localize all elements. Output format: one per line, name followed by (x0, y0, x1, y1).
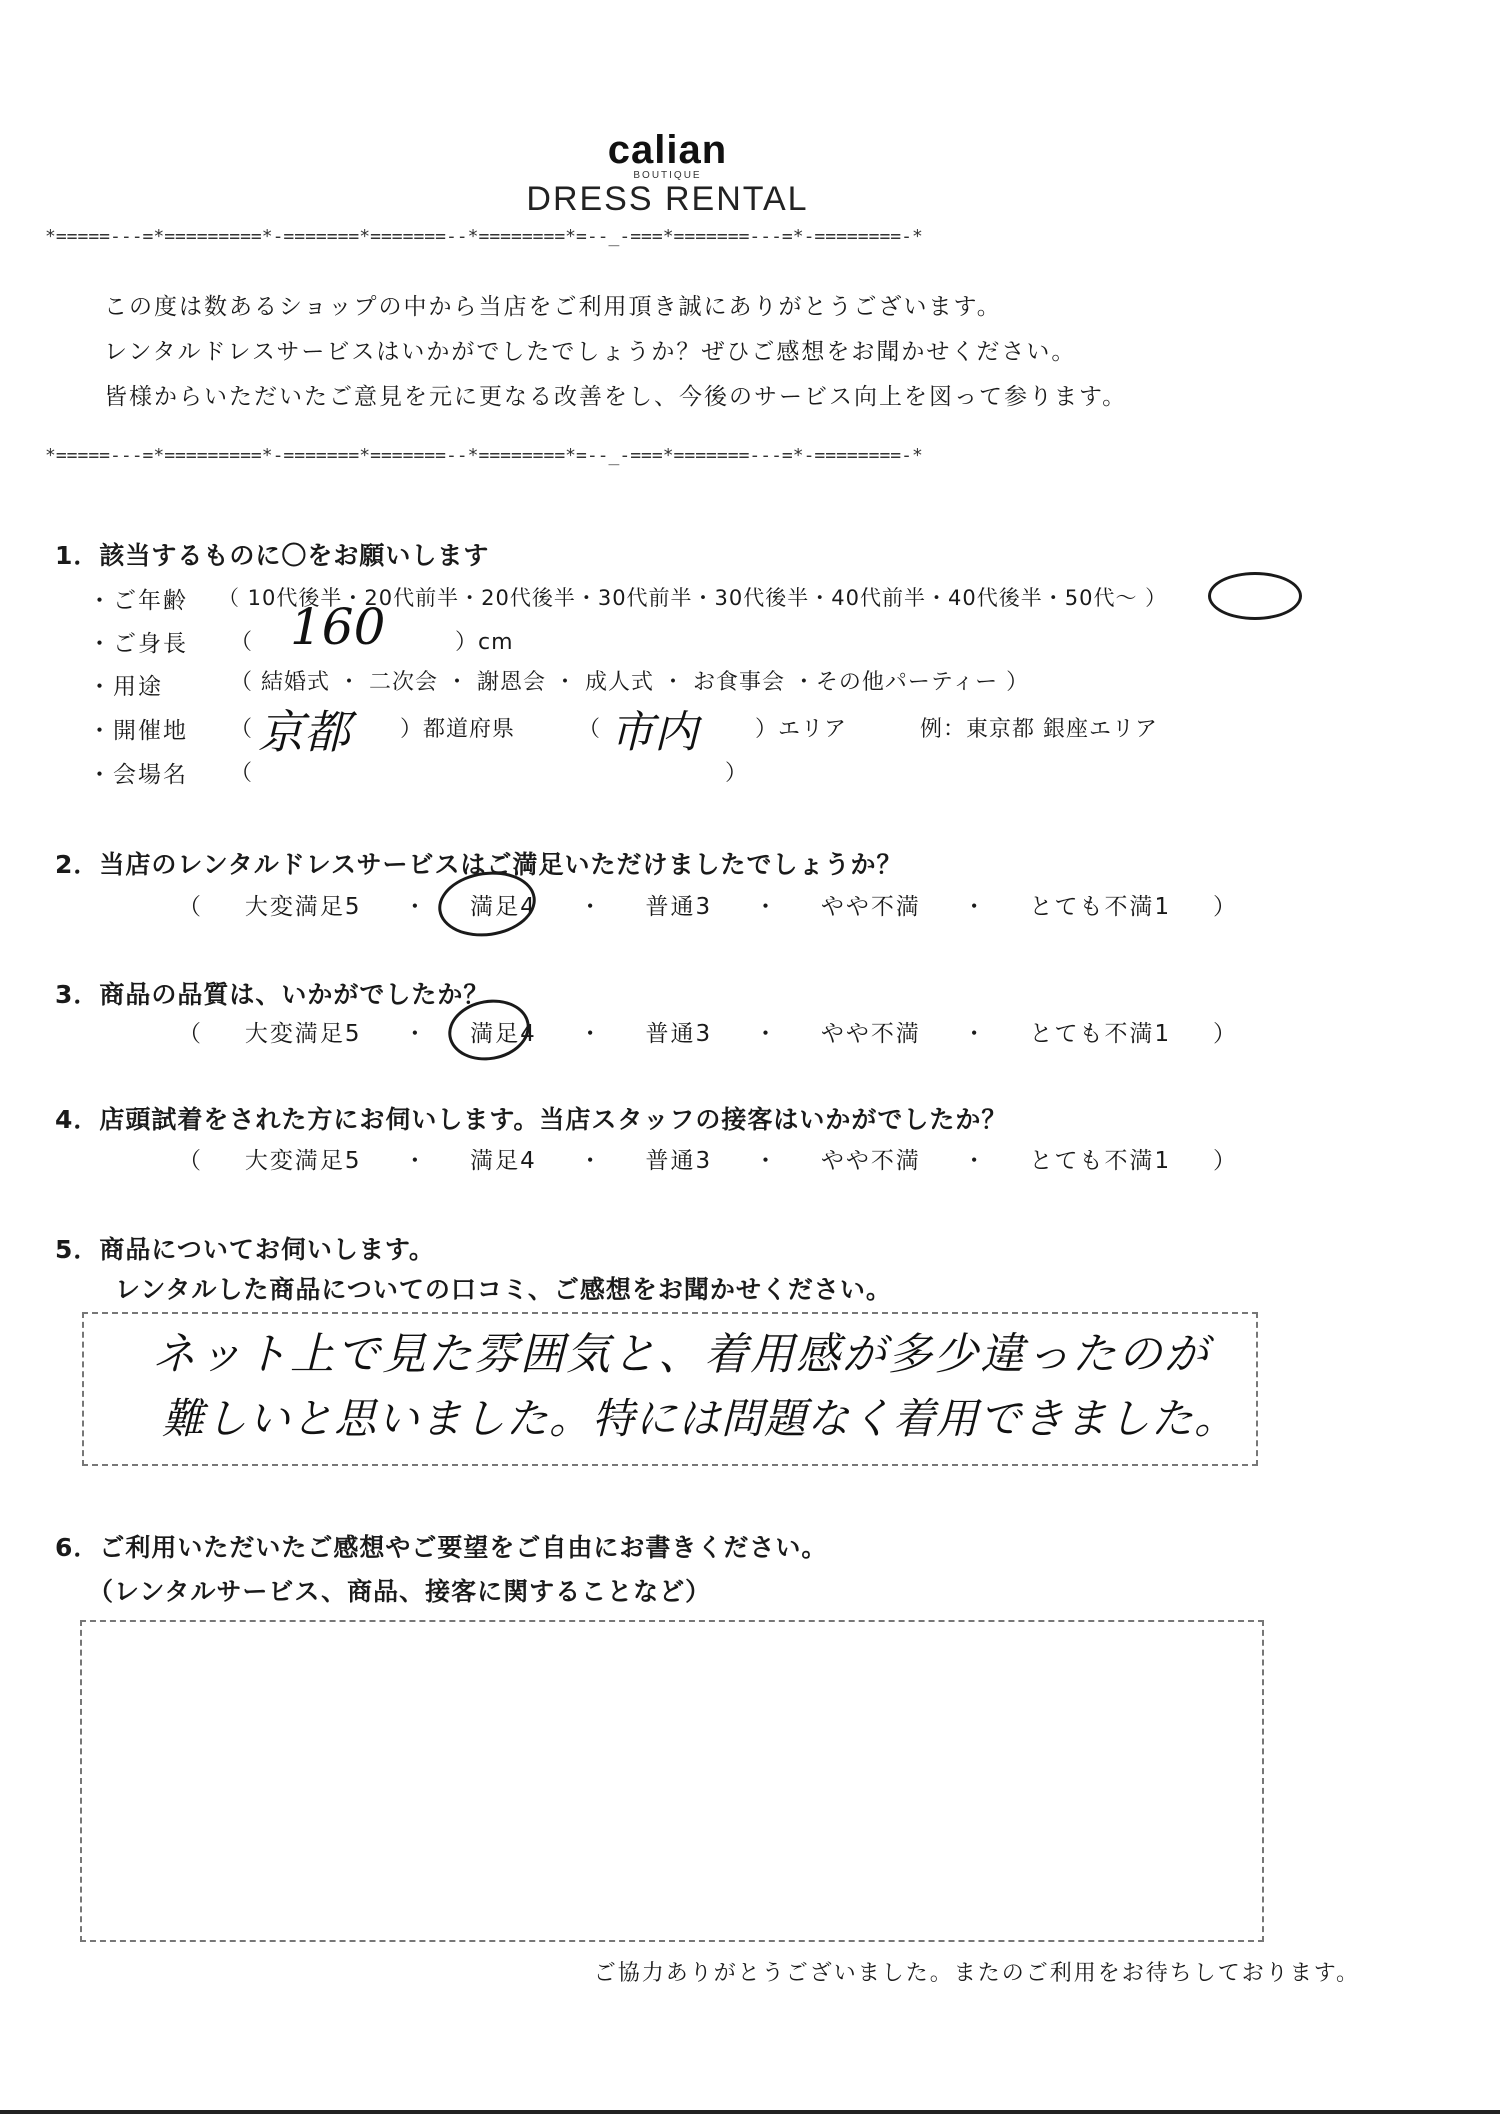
q4-title: 4．店頭試着をされた方にお伺いします。当店スタッフの接客はいかがでしたか？ (55, 1105, 1008, 1134)
option-4: 満足4 (470, 894, 537, 920)
venue-name-label: ・会場名 (88, 762, 188, 788)
paren: ） (1213, 894, 1238, 920)
q6-subtitle: （レンタルサービス、商品、接客に関することなど） (88, 1577, 712, 1606)
paren: ） (1213, 1148, 1238, 1174)
option-4: 満足4 (470, 1021, 537, 1047)
paren: （ (178, 1148, 203, 1174)
q3-options (178, 1015, 1238, 1048)
option-3: 普通3 (645, 894, 713, 920)
separator: ・ (578, 894, 604, 920)
brand-logo: calian (607, 128, 728, 172)
separator: ・ (962, 1021, 988, 1047)
intro-line-2: レンタルドレスサービスはいかがでしたでしょうか？ぜひご感想をお聞かせください。 (104, 339, 1077, 365)
venue-area-label: ・開催地 (88, 718, 188, 744)
separator: ・ (753, 1021, 779, 1047)
scan-edge-line (0, 2110, 1500, 2114)
option-5: 大変満足5 (244, 1021, 362, 1047)
purpose-options: （ 結婚式 ・ 二次会 ・ 謝恩会 ・ 成人式 ・ お食事会 ・その他パーティー ） (230, 670, 1030, 695)
divider-top: *=====---=*=========*-=======*=======--*========*=--_-===*=======---=*-========-* (45, 226, 923, 247)
option-2: やや不満 (820, 1021, 921, 1047)
option-3: 普通3 (645, 1021, 713, 1047)
q6-answer-box (80, 1620, 1264, 1942)
option-1: とても不満1 (1029, 1021, 1172, 1047)
option-3: 普通3 (645, 1148, 713, 1174)
height-label: ・ご身長 (88, 631, 188, 657)
paren: ） (1213, 1021, 1238, 1047)
q3-title: 3．商品の品質は、いかがでしたか？ (55, 980, 490, 1009)
separator: ・ (753, 894, 779, 920)
venue-area-suffix: ）エリア (755, 717, 848, 742)
option-5: 大変満足5 (244, 894, 362, 920)
venue-example: 例：東京都 銀座エリア (920, 717, 1158, 742)
q5-answer-line-2: 難しいと思いました。特には問題なく着用できました。 (162, 1394, 1238, 1443)
option-1: とても不満1 (1029, 1148, 1172, 1174)
q4-options (178, 1142, 1238, 1175)
venue-pref-suffix: ）都道府県 (400, 717, 516, 742)
closing-message: ご協力ありがとうございました。またのご利用をお待ちしております。 (593, 1961, 1360, 1986)
q5-subtitle: レンタルした商品についての口コミ、ご感想をお聞かせください。 (115, 1275, 892, 1304)
q5-title: 5．商品についてお伺いします。 (55, 1235, 435, 1264)
separator: ・ (753, 1148, 779, 1174)
separator: ・ (578, 1021, 604, 1047)
height-open-paren: （ (230, 630, 254, 655)
option-1: とても不満1 (1029, 894, 1172, 920)
separator: ・ (578, 1148, 604, 1174)
separator: ・ (403, 1148, 429, 1174)
height-value: 160 (290, 598, 386, 656)
paren: （ (178, 894, 203, 920)
venue-city: 市内 (610, 707, 698, 758)
option-5: 大変満足5 (244, 1148, 362, 1174)
separator: ・ (403, 894, 429, 920)
age-options: （ 10代後半・20代前半・20代後半・30代前半・30代後半・40代前半・40代後半・50代～ ） (218, 586, 1168, 610)
height-unit: ）cm (455, 630, 514, 655)
venue-city-open: （ (578, 717, 602, 742)
q5-answer-line-1: ネット上で見た雰囲気と、着用感が多少違ったのが (152, 1329, 1210, 1380)
separator: ・ (962, 894, 988, 920)
venue-prefecture: 京都 (258, 705, 350, 759)
venue-name-open: （ (230, 761, 254, 786)
divider-bottom: *=====---=*=========*-=======*=======--*========*=--_-===*=======---=*-========-* (45, 445, 923, 466)
paren: （ (178, 1021, 203, 1047)
option-2: やや不満 (820, 894, 921, 920)
intro-line-3: 皆様からいただいたご意見を元に更なる改善をし、今後のサービス向上を図って参ります。 (104, 384, 1128, 410)
intro-line-1: この度は数あるショップの中から当店をご利用頂き誠にありがとうございます。 (104, 294, 1002, 320)
venue-area-open: （ (230, 717, 254, 742)
age-label: ・ご年齢 (88, 588, 188, 614)
q1-title: 1．該当するものに〇をお願いします (55, 541, 490, 570)
purpose-label: ・用途 (88, 674, 163, 700)
option-2: やや不満 (820, 1148, 921, 1174)
q6-title: 6．ご利用いただいたご感想やご要望をご自由にお書きください。 (55, 1533, 828, 1562)
separator: ・ (962, 1148, 988, 1174)
q2-options (178, 888, 1238, 921)
separator: ・ (403, 1021, 429, 1047)
option-4: 満足4 (470, 1148, 537, 1174)
venue-name-close: ） (725, 761, 749, 786)
age-selection-circle (1208, 572, 1302, 620)
form-title: DRESS RENTAL (526, 180, 809, 218)
brand-subtitle: BOUTIQUE (633, 170, 702, 181)
q2-title: 2．当店のレンタルドレスサービスはご満足いただけましたでしょうか？ (55, 850, 903, 879)
